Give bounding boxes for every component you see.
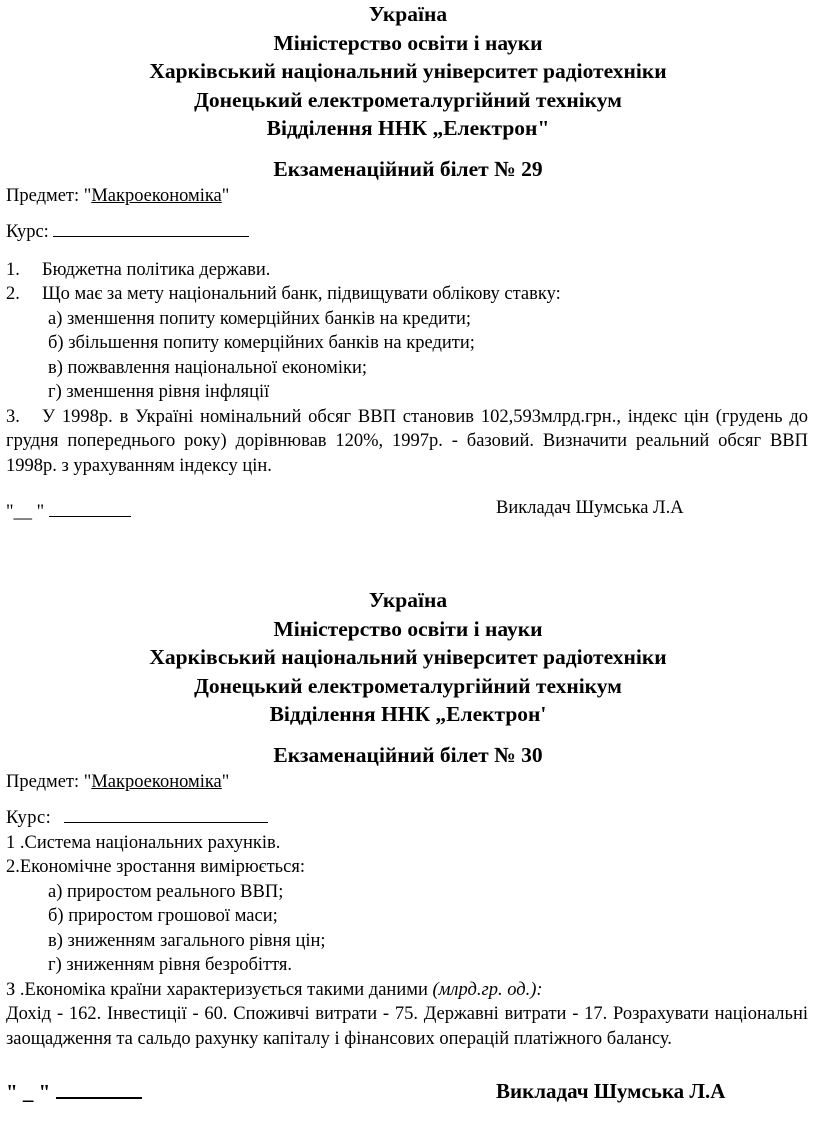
course-blank <box>64 804 268 823</box>
answer-option: а) приростом реального ВВП; <box>48 881 284 902</box>
header-college: Донецький електрометалургійний технікум <box>194 87 622 112</box>
question-1: 1 .Система національних рахунків. <box>6 832 281 853</box>
subject-line <box>0 184 816 209</box>
answer-option: г) зниженням рівня безробіття. <box>48 955 293 975</box>
question-2 <box>0 282 816 307</box>
header-country: Україна <box>368 588 448 612</box>
exam-ticket-29 <box>0 0 816 524</box>
answer-option: б) збільшення попиту комерційних банків на кредити; <box>48 333 475 353</box>
question-2-number: 2. <box>6 284 20 304</box>
answer-option: б) приростом грошової маси; <box>48 906 278 926</box>
course-line <box>0 218 816 245</box>
ticket-header <box>0 0 816 143</box>
date-field <box>6 1079 142 1105</box>
subject-value: Макроекономіка <box>91 185 222 206</box>
answer-option: в) зниженням загального рівня цін; <box>48 930 326 951</box>
question-3 <box>0 405 816 479</box>
course-blank <box>53 218 249 237</box>
answer-option: г) зменшення рівня інфляції <box>48 382 270 402</box>
teacher-name: Викладач Шумська Л.А <box>496 498 684 518</box>
question-3-text: У 1998р. в Україні номінальний обсяг ВВП становив 102,593млрд.грн., індекс цін (грудень до грудня попереднього року) дорівнював 120%, 1997р. - базовий. Визначити реальний обсяг ВВП 1998р. з урахуванням індексу цін. <box>6 406 808 476</box>
subject-value: Макроекономіка <box>91 771 222 792</box>
ticket-title: Екзаменаційний білет № 30 <box>273 742 543 767</box>
subject-close: " <box>221 185 230 206</box>
header-country: Україна <box>368 2 448 26</box>
question-3-units: (млрд.гр. од.): <box>432 979 543 1000</box>
question-1 <box>0 258 816 283</box>
course-label: Курс: <box>6 808 57 828</box>
answer-option: в) пожвавлення національної економіки; <box>48 357 368 378</box>
date-field <box>6 498 131 523</box>
question-3-data: Дохід - 162. Інвестиції - 60. Споживчі витрати - 75. Державні витрати - 17. Розрахувати національні заощадження та сальдо рахунку капіталу і фінансових операцій платіжного балансу. <box>6 1004 808 1049</box>
exam-ticket-30 <box>0 586 816 1105</box>
ticket-title: Екзаменаційний білет № 29 <box>273 156 543 181</box>
question-3-intro <box>0 978 816 1003</box>
header-university: Харківський національний університет радіотехніки <box>149 59 667 83</box>
question-3-number: 3. <box>6 406 20 427</box>
question-1-number: 1. <box>6 259 20 280</box>
subject-label: Предмет: " <box>6 771 92 792</box>
header-department: Відділення ННК „Електрон' <box>269 702 547 726</box>
question-3-text: З .Економіка країни характеризується такими даними <box>6 979 433 1000</box>
header-ministry: Міністерство освіти і науки <box>273 30 543 55</box>
course-line <box>0 804 816 831</box>
answer-option: а) зменшення попиту комерційних банків на кредити; <box>48 308 472 329</box>
teacher-name: Викладач Шумська Л.А <box>496 1079 726 1103</box>
course-label: Курс: <box>6 222 54 242</box>
subject-close: " <box>221 771 230 792</box>
header-ministry: Міністерство освіти і науки <box>273 616 543 641</box>
header-university: Харківський національний університет радіотехніки <box>149 645 667 669</box>
signature-line <box>0 498 816 524</box>
question-1-text: Бюджетна політика держави. <box>42 259 271 280</box>
question-2: 2.Економічне зростання вимірюється: <box>6 857 305 877</box>
question-2-text: Що має за мету національний банк, підвищувати облікову ставку: <box>42 284 561 304</box>
date-prefix: "__ " <box>6 502 49 522</box>
signature-line <box>0 1079 816 1105</box>
subject-label: Предмет: " <box>6 185 92 206</box>
date-blank <box>56 1079 142 1099</box>
ticket-header <box>0 586 816 729</box>
subject-line <box>0 770 816 795</box>
header-college: Донецький електрометалургійний технікум <box>194 673 622 698</box>
date-prefix: " _ " <box>6 1080 56 1104</box>
date-blank <box>49 498 131 517</box>
header-department: Відділення ННК „Електрон" <box>266 116 550 140</box>
